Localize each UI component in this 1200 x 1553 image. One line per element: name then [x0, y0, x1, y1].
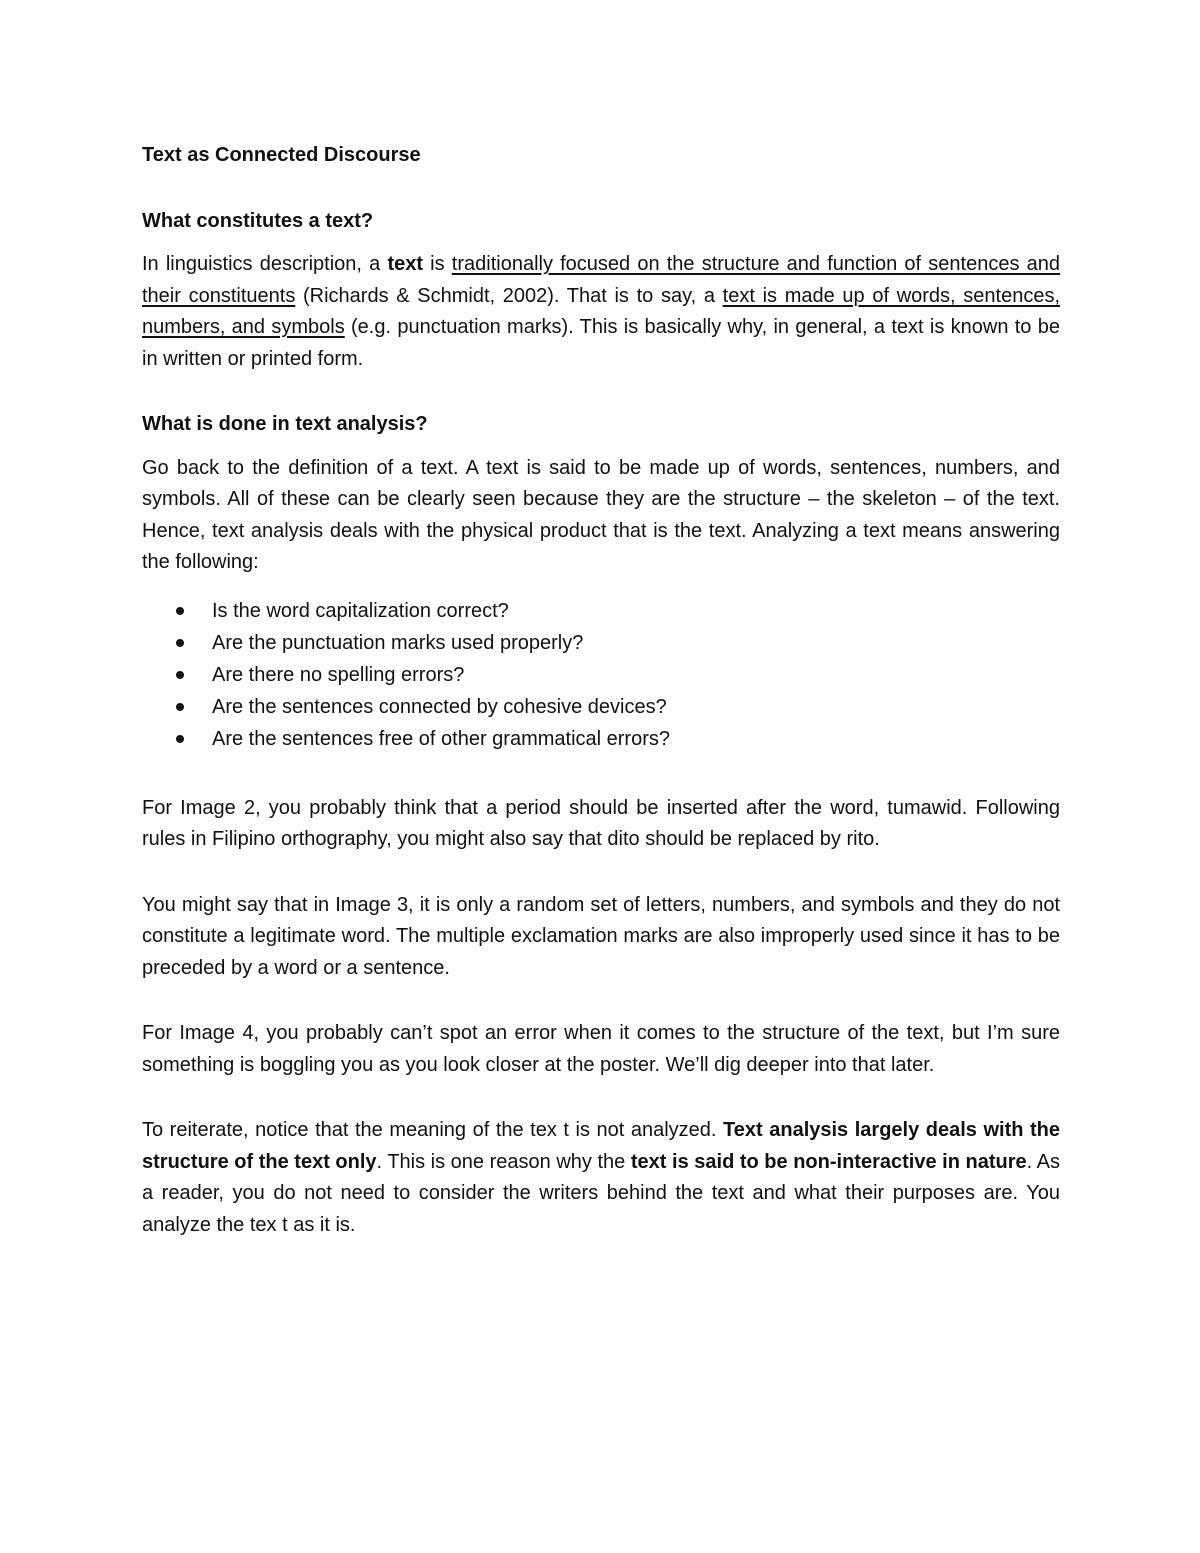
definition-paragraph	[142, 249, 1060, 375]
list-item	[142, 595, 1060, 627]
document-body	[142, 140, 1060, 1275]
list-item	[142, 659, 1060, 691]
analysis-question-list	[142, 595, 1060, 755]
document-title: Text as Connected Discourse	[142, 144, 421, 166]
reiterate-text-3: . As a reader, you do not need to consider the writers behind the text and what their purposes are. You analyze the tex t as it is.	[142, 1150, 1060, 1236]
image3-paragraph: You might say that in Image 3, it is only a random set of letters, numbers, and symbols and they do not constitute a legitimate word. The multiple exclamation marks are also improperly used since it has to be preceded by a word or a sentence.	[142, 893, 1060, 979]
list-item	[142, 627, 1060, 659]
list-item	[142, 691, 1060, 723]
reiterate-text-1: To reiterate, notice that the meaning of the tex t is not analyzed.	[142, 1119, 724, 1141]
section-heading-what-constitutes: What constitutes a text?	[142, 209, 374, 232]
list-item	[142, 723, 1060, 755]
section-heading-text-analysis: What is done in text analysis?	[142, 413, 428, 435]
list-item-text: Are there no spelling errors?	[212, 663, 465, 686]
analysis-intro-paragraph: Go back to the definition of a text. A text is said to be made up of words, sentences, numbers, and symbols. All of these can be clearly seen because they are the structure – the skeleton – of the text. Hence, text analysis deals with the physical product that is the text. Analyzing a text means answering the following:	[142, 456, 1060, 573]
bullet-icon	[176, 639, 184, 647]
reiterate-bold-2: text is said to be non-interactive in nature	[630, 1150, 1027, 1173]
list-item-text: Is the word capitalization correct?	[212, 599, 509, 622]
definition-text-4: (e.g. punctuation marks). This is basically why, in general, a text is known to be in written or printed form.	[142, 316, 1060, 370]
bullet-icon	[176, 735, 184, 743]
definition-text-1: In linguistics description, a	[142, 253, 388, 275]
reiterate-text-2: . This is one reason why the	[376, 1150, 631, 1173]
bullet-icon	[176, 607, 184, 615]
list-item-text: Are the sentences free of other grammatical errors?	[212, 727, 670, 750]
definition-underline-2: text is made up of words, sentences, numbers, and symbols	[142, 284, 1061, 338]
image2-paragraph: For Image 2, you probably think that a period should be inserted after the word, tumawid. Following rules in Filipino orthography, you might also say that dito should be replaced by rito.	[142, 796, 1060, 850]
definition-text-2: is	[423, 253, 452, 275]
image4-paragraph: For Image 4, you probably can’t spot an error when it comes to the structure of the text, but I’m sure something is boggling you as you look closer at the poster. We’ll dig deeper into that later.	[142, 1022, 1060, 1076]
definition-underline-1: traditionally focused on the structure and function of sentences and their constituents	[142, 253, 1060, 307]
definition-text-3: (Richards & Schmidt, 2002). That is to say, a	[295, 284, 723, 307]
reiterate-bold-1: Text analysis largely deals with the structure of the text only	[142, 1119, 1060, 1173]
reiterate-paragraph	[142, 1115, 1060, 1241]
bullet-icon	[176, 703, 184, 711]
list-item-text: Are the sentences connected by cohesive devices?	[212, 695, 667, 718]
list-item-text: Are the punctuation marks used properly?	[212, 631, 584, 654]
bullet-icon	[176, 671, 184, 679]
definition-bold-text: text	[387, 253, 424, 275]
